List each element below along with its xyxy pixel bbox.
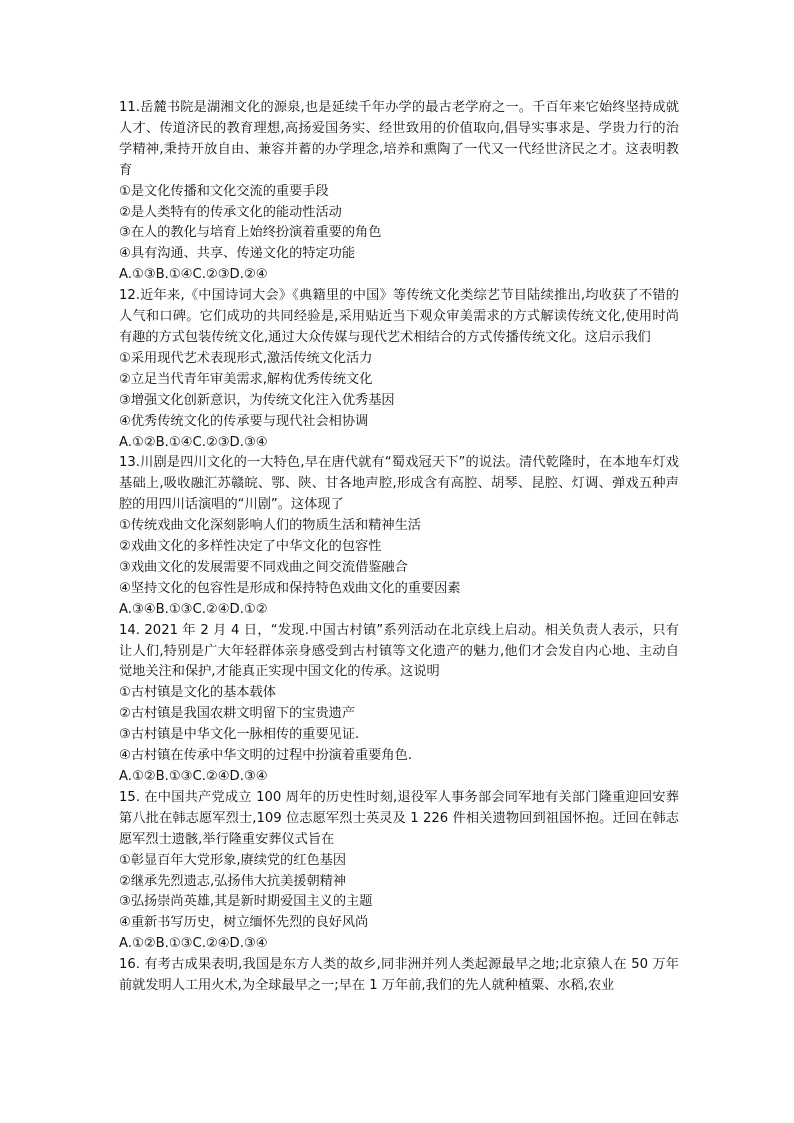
question-stem: 15. 在中国共产党成立 100 周年的历史性时刻,退役军人事务部会同军地有关部门隆重迎回安葬第八批在韩志愿军烈士,109 位志愿军烈士英灵及 1 226 件相关遗物回到祖国怀抱。迁回在韩志愿军烈士遗骸,举行隆重安葬仪式旨在 (119, 789, 679, 847)
answer-choices: A.①③B.①④C.②③D.②④ (119, 267, 268, 283)
question-stem: 11.岳麓书院是湖湘文化的源泉,也是延续千年办学的最古老学府之一。千百年来它始终坚持成就人才、传道济民的教育理想,高扬爱国务实、经世致用的价值取向,倡导实事求是、学贵力行的治学精神,秉持开放自由、兼容并蓄的办学理念,培养和熏陶了一代又一代经世济民之才。这表明教育 (119, 100, 679, 178)
option-line: ②继承先烈遗志,弘扬伟大抗美援朝精神 (119, 873, 347, 889)
question-11 (119, 98, 679, 286)
exam-page (119, 98, 679, 997)
option-line: ②古村镇是我国农耕文明留下的宝贵遗产 (119, 706, 356, 722)
option-line: ②戏曲文化的多样性决定了中华文化的包容性 (119, 539, 382, 555)
option-line: ①古村镇是文化的基本载体 (119, 685, 276, 701)
option-line: ④具有沟通、共享、传递文化的特定功能 (119, 246, 356, 262)
option-line: ③弘扬崇尚英雄,其是新时期爱国主义的主题 (119, 894, 373, 910)
question-14 (119, 621, 679, 788)
option-line: ④优秀传统文化的传承要与现代社会相协调 (119, 413, 369, 429)
option-line: ①彰显百年大党形象,赓续党的红色基因 (119, 852, 347, 868)
option-line: ①采用现代艺术表现形式,激活传统文化活力 (119, 350, 373, 366)
option-line: ③在人的教化与培育上始终扮演着重要的角色 (119, 225, 382, 241)
option-line: ③戏曲文化的发展需要不同戏曲之间交流借鉴融合 (119, 559, 408, 575)
option-line: ①是文化传播和文化交流的重要手段 (119, 183, 329, 199)
option-line: ②立足当代青年审美需求,解构优秀传统文化 (119, 371, 373, 387)
question-12 (119, 286, 679, 453)
question-stem: 13.川剧是四川文化的一大特色,早在唐代就有“蜀戏冠天下”的说法。清代乾隆时，在本地车灯戏基础上,吸收融汇苏赣皖、鄂、陕、甘各地声腔,形成含有高腔、胡琴、昆腔、灯调、弹戏五种声腔的用四川话演唱的“川剧”。这体现了 (119, 455, 679, 513)
option-line: ②是人类特有的传承文化的能动性活动 (119, 204, 342, 220)
question-13 (119, 453, 679, 620)
option-line: ①传统戏曲文化深刻影响人们的物质生活和精神生活 (119, 518, 421, 534)
question-stem: 16. 有考古成果表明,我国是东方人类的故乡,同非洲并列人类起源最早之地;北京猿人在 50 万年前就发明人工用火术,为全球最早之一;早在 1 万年前,我们的先人就种植粟、水稻,农业 (119, 957, 679, 994)
question-16 (119, 955, 679, 997)
answer-choices: A.①②B.①③C.②④D.③④ (119, 936, 268, 952)
answer-choices: A.③④B.①③C.②④D.①② (119, 601, 268, 617)
option-line: ④重新书写历史，树立缅怀先烈的良好风尚 (119, 915, 369, 931)
answer-choices: A.①②B.①④C.②③D.③④ (119, 434, 268, 450)
question-stem: 14. 2021 年 2 月 4 日，“发现.中国古村镇”系列活动在北京线上启动。相关负责人表示，只有让人们,特别是广大年轻群体亲身感受到古村镇等文化遗产的魅力,他们才会发自内心地、主动自觉地关注和保护,才能真正实现中国文化的传承。这说明 (119, 622, 679, 680)
option-line: ③增强文化创新意识，为传统文化注入优秀基因 (119, 392, 395, 408)
option-line: ③古村镇是中华文化一脉相传的重要见证. (119, 727, 360, 743)
answer-choices: A.①②B.①③C.②④D.③④ (119, 769, 268, 784)
question-stem: 12.近年来,《中国诗词大会》《典籍里的中国》等传统文化类综艺节目陆续推出,均收获了不错的人气和口碑。它们成功的共同经验是,采用贴近当下观众审美需求的方式解读传统文化,使用时尚有趣的方式包装传统文化,通过大众传媒与现代艺术相结合的方式传播传统文化。这启示我们 (119, 288, 679, 345)
question-15 (119, 788, 679, 955)
option-line: ④古村镇在传承中华文明的过程中扮演着重要角色. (119, 748, 412, 764)
option-line: ④坚持文化的包容性是形成和保持特色戏曲文化的重要因素 (119, 580, 461, 596)
